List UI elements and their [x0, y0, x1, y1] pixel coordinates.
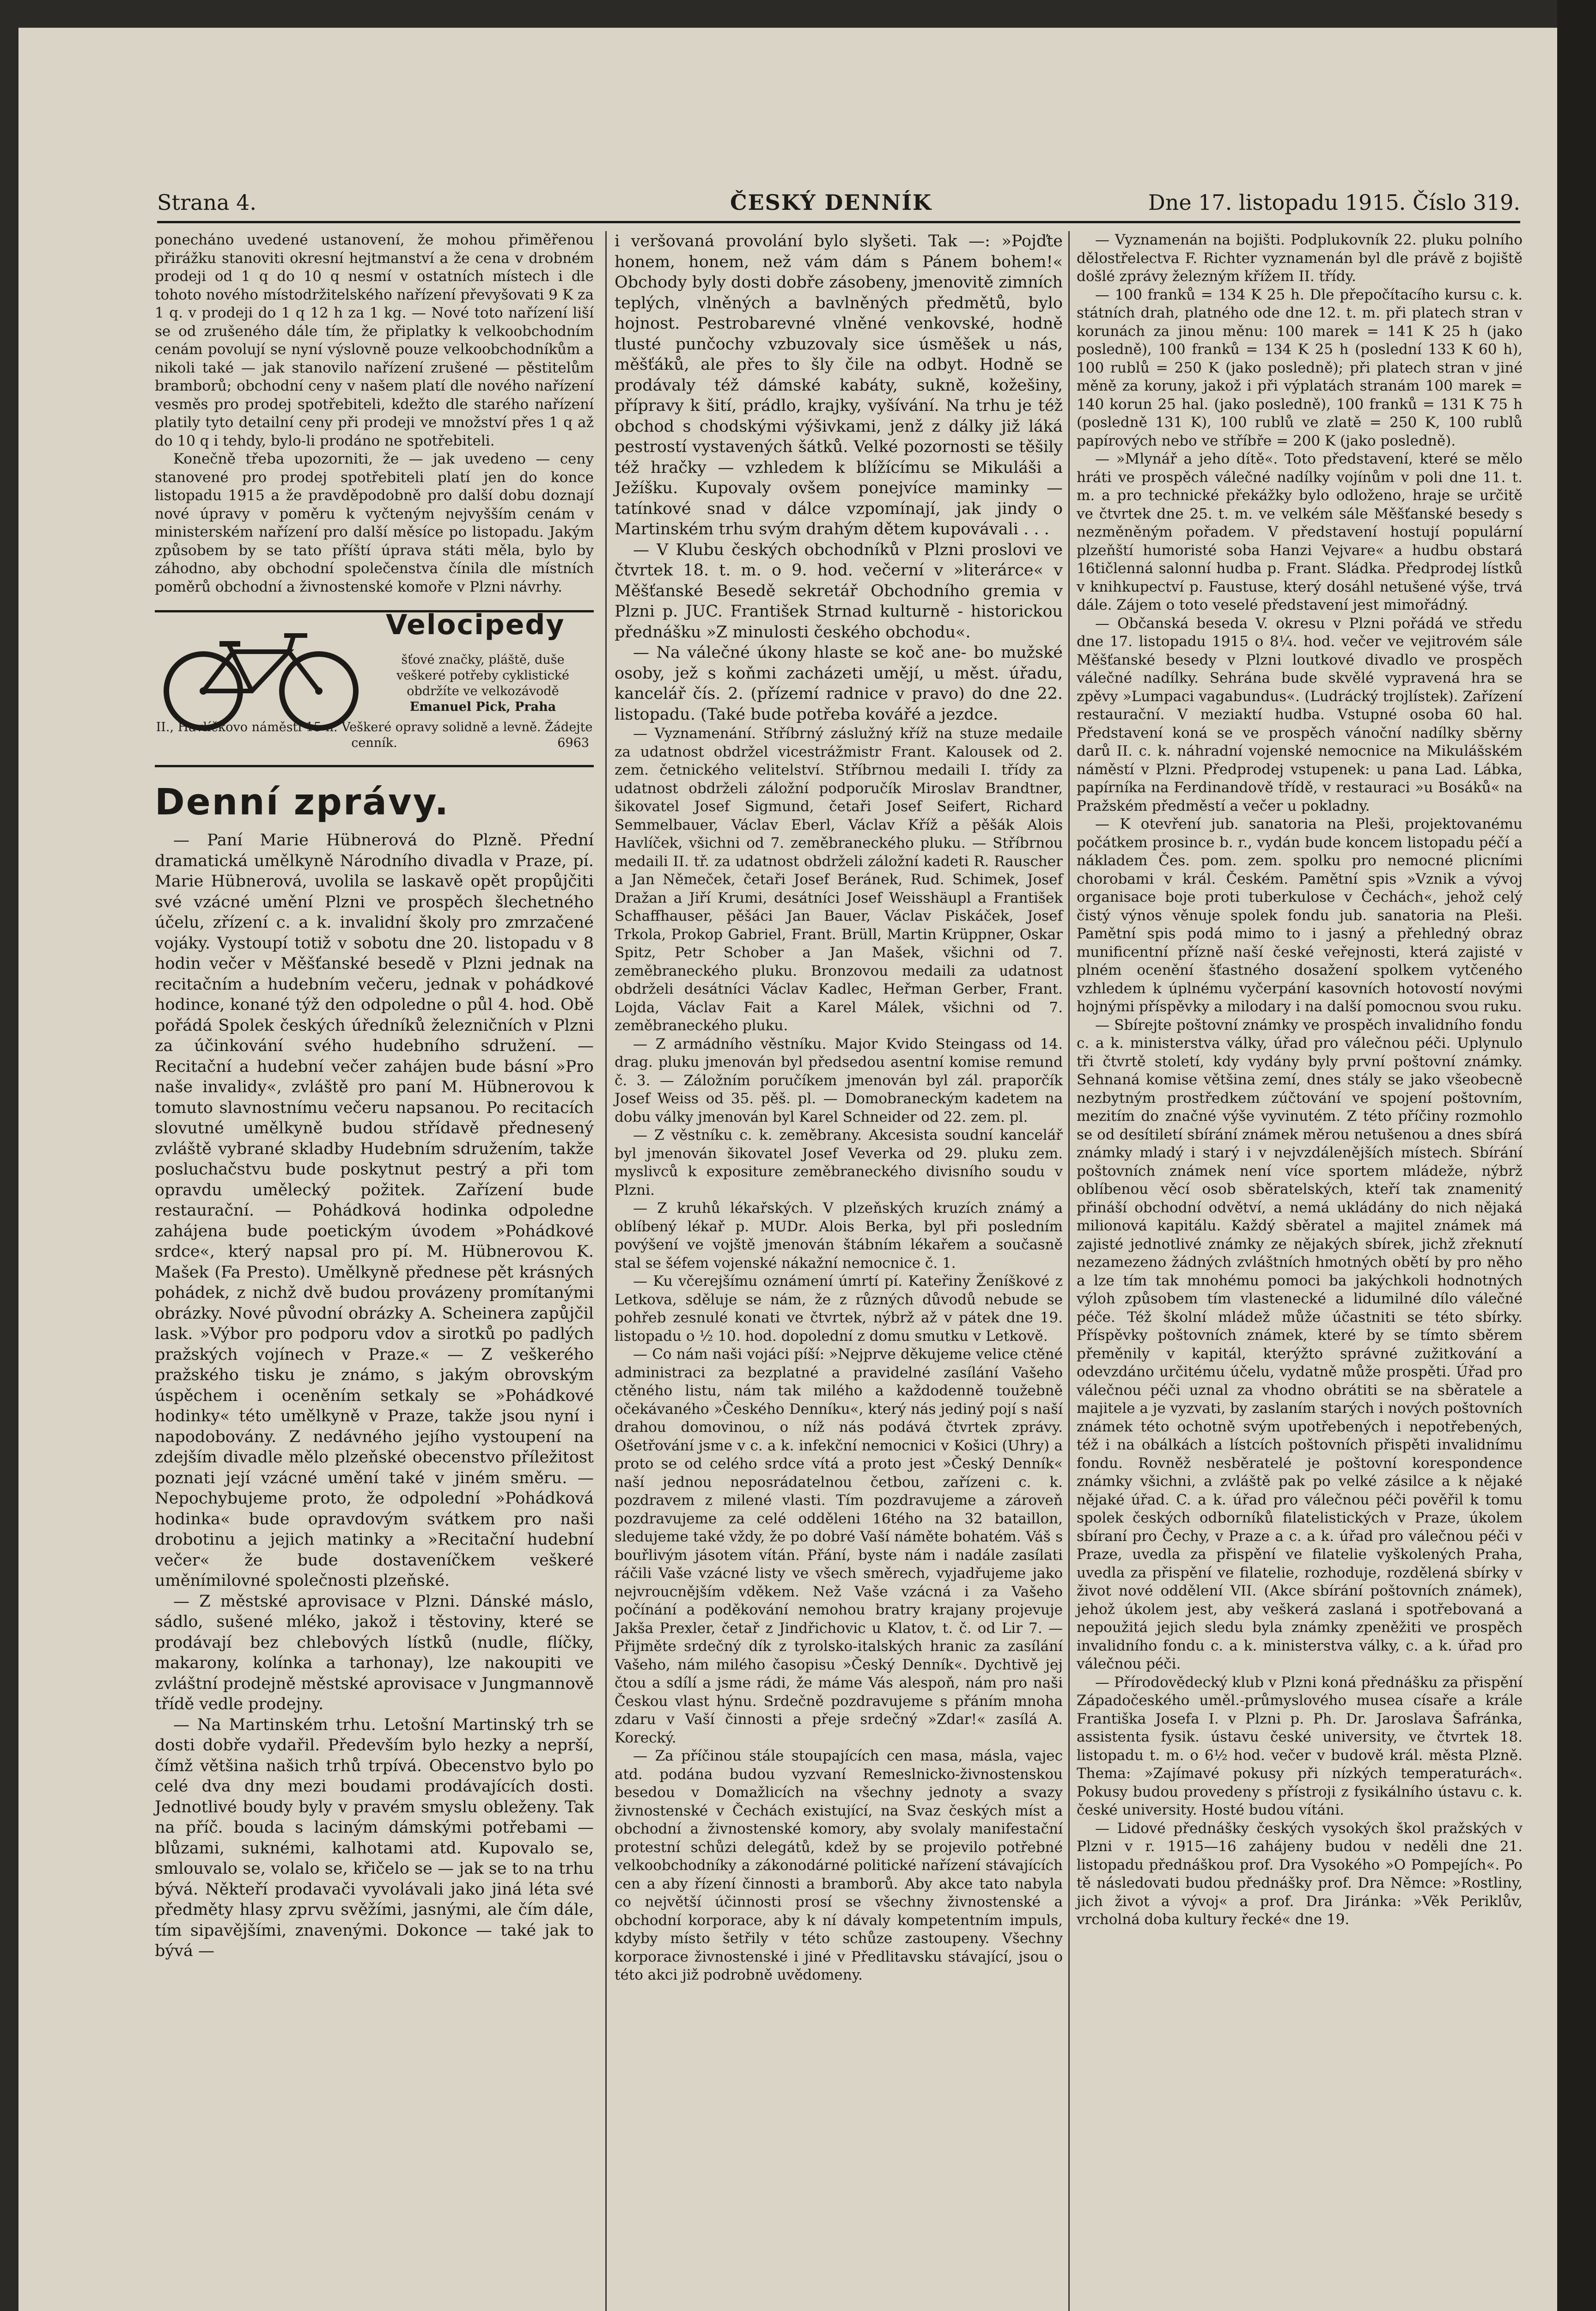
article-paragraph: — Paní Marie Hübnerová do Plzně. Přední dramatická umělkyně Národního divadla v Praze, pí. Marie Hübnerová, uvolila se laskavě opět propůjčiti své vzácné umění Plzni ve prospěch šlechetného účelu, zřízení c. a k. invalidní školy pro zmrzačené vojáky. Vystoupí totiž v sobotu dne 20. listopadu v 8 hodin večer v Měšťanské besedě v Plzni jednak na recitačním a hudebním večeru, jednak v pohádkové hodince, konané týž den odpoledne o půl 4. hod. Obě pořádá Spolek českých úředníků železničních v Plzni za účinkování svého hudebního sdružení. — Recitační a hudební večer zahájen bude básní »Pro naše invalidy«, zvláště pro paní M. Hübnerovou k tomuto slavnostnímu večeru napsanou. Po recitacích slovutné umělkyně budou střídavě přednesený zvláště vybrané skladby Hudebním sdružením, takže posluchačstvu bude poskytnut pestrý a při tom opravdu umělecký požitek. Zařízení bude restaurační. — Pohádková hodinka odpoledne zahájena bude poetickým úvodem »Pohádkové srdce«, který napsal pro pí. M. Hübnerovou K. Mašek (Fa Presto). Umělkyně přednese pět krásných pohádek, z nichž dvě budou provázeny promítanými obrázky. Nové původní obrázky A. Scheinera zapůjčil lask. »Výbor pro podporu vdov a sirotků po padlých pražských vojínech v Praze.« — Z veškerého pražského tisku je známo, s jakým obrovským úspěchem i oceněním setkaly se »Pohádkové hodinky« této umělkyně v Praze, takže jsou nyní i napodobovány. Z nedávného jejího vystoupení na zdejším divadle mělo plzeňské obecenstvo příležitost poznati její vzácné umění také v jiném směru. — Nepochybujeme proto, že odpolední »Pohádková hodinka« bude opravdovým svátkem pro naši drobotinu a jejich matinky a »Recitační hudební večer« že bude dostaveníčkem veškeré uměnímilovné společnosti plzeňské.	[155, 831, 594, 1590]
ad-description: šťové značky, pláště, duše veškeré potřeby cyklistické obdržíte ve velkozávodě	[396, 653, 570, 698]
column-divider	[1068, 231, 1070, 2311]
article-paragraph: — Na válečné úkony hlaste se koč ane- bo mužské osoby, jež s koňmi zacházeti umějí, u měst. úřadu, kancelář čís. 2. (přízemí radnice v pravo) do dne 22. listopadu. (Také bude potřeba kovářé a jezdce.	[615, 643, 1063, 724]
issue-date: Dne 17. listopadu 1915. Číslo 319.	[1148, 190, 1520, 215]
column-divider	[605, 231, 607, 2311]
column-1	[155, 231, 594, 1962]
article-paragraph: — Z věstníku c. k. zeměbrany. Akcesista soudní kancelář byl jmenován šikovatel Josef Veverka od 29. pluku zem. myslivců k expositure zeměbraneckého divisního soudu v Plzni.	[615, 1127, 1063, 1198]
article-paragraph: — »Mlynář a jeho dítě«. Toto představení, které se mělo hráti ve prospěch válečné nadílky vojínům v poli dne 11. t. m. a pro technické překážky bylo odloženo, hraje se určitě ve čtvrtek dne 25. t. m. ve velkém sále Měšťanské besedy s nezměněným pořadem. V představení hostují populární plzeňští humoristé soba Hanzi Vejvare« a hudbu obstará 16tičlenná salonní hudba p. Frant. Sládka. Předprodej lístků v knihkupectví p. Faustuse, který dosáhl netušené výše, trvá dále. Zájem o toto veselé představení jest mimořádný.	[1077, 451, 1523, 613]
column-2	[615, 231, 1063, 1985]
ad-firm: Emanuel Pick, Praha	[409, 700, 556, 714]
article-paragraph: — Vyznamenání. Stříbrný záslužný kříž na stuze medaile za udatnost obdržel vicestrážmistr Frant. Kalousek od 2. zem. četnického velitelství. Stříbrnou medaili I. třídy za udatnost obdrželi záložní podporučík Miroslav Brandtner, šikovatel Josef Sigmund, četaři Josef Seifert, Richard Semmelbauer, Václav Eberl, Václav Kříž a pěšák Alois Havlíček, všichni od 7. zeměbraneckého pluku. — Stříbrnou medaili II. tř. za udatnost obdrželi záložní kadeti R. Rauscher a Jan Němeček, četaři Josef Beránek, Rud. Schimek, Josef Dražan a Jiří Krumi, desátníci Josef Weisshäupl a František Schaffhauser, pěšáci Jan Bauer, Václav Piskáček, Josef Trkola, Prokop Gabriel, Frant. Brüll, Martin Krüppner, Oskar Spitz, Petr Schober a Jan Mašek, všichni od 7. zeměbraneckého pluku. Bronzovou medaili za udatnost obdrželi desátníci Václav Kadlec, Heřman Gerber, Frant. Lojda, Václav Fait a Karel Málek, všichni od 7. zeměbraneckého pluku.	[615, 725, 1063, 1034]
article-paragraph: ponecháno uvedené ustanovení, že mohou přiměřenou přirážku stanoviti okresní hejtmanství a že cena v drobném prodeji od 1 q do 10 q nesmí v ostatních místech i dle tohoto nového místodržitelského nařízení převyšovati 9 K za 1 q. v prodeji do 1 q 12 h za 1 kg. — Nové toto nařízení liší se od zrušeného dále tím, že připlatky k velkoobchodním cenám povolují se nyní výslovně pouze velkoobchodníkům a nikoli také — jak stanovilo nařízení zrušené — pěstitelům bramborů; obchodní ceny v našem platí dle nového nařízení vesměs pro prodej spotřebiteli, kdežto dle starého nařízení platily tyto detailní ceny při prodeji ve množství přes 1 q až do 10 q i tehdy, bylo-li prodáno ne spotřebiteli.	[155, 232, 594, 449]
bicycle-icon	[159, 626, 363, 733]
article-paragraph: — Co nám naši vojáci píší: »Nejprve děkujeme velice ctěné administraci za bezplatné a pravidelné zasílání Vašeho ctěného listu, nám tak milého a každodenně toužebně očekávaného »Českého Denníku«, který nás jediný pojí s naší drahou domovinou, o níž nás podává čtvrtek zprávy. Ošetřování jsme v c. a k. infekční nemocnici v Košici (Uhry) a proto se od celého srdce vítá a proto jest »Český Denník« naší jednou neposrádatelnou četbou, zařízeni c. k. pozdravem z milené vlasti. Tím pozdravujeme a zároveň pozdravujeme za celé odděleni 16tého na 32 bataillon, sledujeme také vždy, že po dobré Vaší náměte bohatém. Váš s bouřlivým jásotem vítán. Přání, byste nám i nadále zasílati ráčili Vaše vzácné listy ve všech směrech, vyjadřujeme jako nejvroucnějším vděkem. Než Vaše vzácná i za Vašeho počínání a poděkování nemohou bratry krajany projevuje Jakša Prexler, četař z Jindřichovic u Klatov, t. č. od Lir 7. — Přijměte srdečný dík z tyrolsko-italských hranic za zasílání Vašeho, nám milého časopisu »Český Denník«. Dychtivě jej čtou a sdílí a jsme rádi, že máme Vás alespoň, nám pro naši Českou vlast hýnu. Srdečně pozdravujeme s přáním mnoha zdaru v Vaší činnosti a přeje srdečný »Zdar!« zasílá A. Korecký.	[615, 1346, 1063, 1746]
ad-address: II., Havlíčkovo náměstí 15 n. Veškeré opravy solidně a levně. Žádejte cenník.	[156, 720, 593, 750]
article-paragraph: Konečně třeba upozorniti, že — jak uvedeno — ceny stanovené pro prodej spotřebiteli platí jen do konce listopadu 1915 a že pravděpodobně pro další dobu doznají nové úpravy v poměru k vyčteným nejvyšším cenám v ministerském nařízení pro další měsíce po listopadu. Jakým způsobem by se tato příští úprava státi měla, bylo by záhodno, aby obchodní společenstva čínila dle místních poměrů obchodní a živnostenské komoře v Plzni návrhy.	[155, 451, 594, 595]
ad-address-line	[155, 720, 594, 751]
article-paragraph: — Sbírejte poštovní známky ve prospěch invalidního fondu c. a k. ministerstva války, úřad pro válečnou péči. Uplynulo tři čtvrtě století, kdy vydány byly první poštovní známky. Sehnaná komise většina zemí, dnes stály se jako všeobecně nezbytným prostředkem zúčtování ve spojení poštovním, mezitím do značné výše vyvinutém. Z této příčiny rozmohlo se od desítiletí sbírání známek měrou netušenou a dnes sbírá známky mladý i starý i v nejvzdálenějších místech. Sbírání poštovních známek není více sportem mládeže, nýbrž oblíbenou věcí osob sběratelských, kteří tak znamenitý přináší obchodní odvětví, a nemá ukládány do nich nějaká milionová kapitálu. Každý sběratel a majitel známek má zajisté jednotlivé známky ze nějakých sbírek, jichž zřeknutí nezamezeno žádných zvláštních hmotných obětí by pro něho a lze tím tak mnohému pomoci ba jakýchkoli hodnotných výloh způsobem tím vlastenecké a lidumilné dílo válečné péče. Též školní mládež může účastniti se této sbírky. Příspěvky poštovních známek, které by se tímto sběrem přeměnily v kapitál, kterýžto správné zužitkování a odevzdáno určitému účelu, vydatně může prospěti. Úřad pro válečnou péči uznal za vhodno obrátiti se na sběratele a majitele a je vyzvati, by zaslaním starých i nových poštovních známek této ochotně svým upotřebených i nepotřebených, též i na obálkách a lístcích poštovních přispěti invalidnímu fondu. Rovněž nesběratelé je poštovní korespondence známky všichni, a zvláště pak po velké zásilce a k nějaké nějaké úřad. C. a k. úřad pro válečnou péči pověřil k tomu spolek českých odborníků filatelistických v Praze, úkolem sbíraní pro Čechy, v Praze a c. a k. úřad pro válečnou péči v Praze, uvedla za přispění ve filatelie vyškolených Praha, uvedla za přispění ve filatelie, rozhoduje, rozdělená sbírky v život nové oddělení VII. (Akce sbírání poštovních známek), jehož úkolem jest, aby veškerá zaslaná i spotřebovaná a nepoužitá jejich sledu byla známky zpeněžiti ve prospěch invalidního fondu c. a k. ministerstva války, c. a k. úřad pro válečnou péči.	[1077, 1016, 1523, 1672]
newspaper-masthead: ČESKÝ DENNÍK	[730, 190, 932, 215]
article-paragraph: — 100 franků = 134 K 25 h. Dle přepočítacího kursu c. k. státních drah, platného ode dne 12. t. m. při platech stran v korunách za jinou měnu: 100 marek = 141 K 25 h (jako posledně), 100 franků = 134 K 25 h (poslední 133 K 60 h), 100 rublů = 250 K (jako posledně); při platech stran v jiné měně za koruny, jakož i při výplatách stranám 100 marek = 140 korun 25 hal. (jako posledně), 100 franků = 131 K 75 h (posledně 131 K), 100 rublů ve zlatě = 250 K, 100 rublů papírových nebo ve stříbře = 200 K (jako posledně).	[1077, 286, 1523, 449]
news-block	[155, 830, 594, 1962]
article-paragraph: — K otevření jub. sanatoria na Pleši, projektovanému počátkem prosince b. r., vydán bude koncem listopadu péčí a nákladem Čes. pom. zem. spolku pro nemocné plicními chorobami v král. Českém. Pamětní spis »Vznik a vývoj organisace boje proti tuberkulose v Čechách«, jehož celý čistý výnos věnuje spolek fondu jub. sanatoria na Pleši. Pamětní spis podá mimo to i jasný a přehledný obraz munificentní přízně naší české veřejnosti, která zajisté v plném ocenění šťastného dosažení spolkem vytčeného vzhledem k úplnému vyčerpání kasovních hotovostí novými hojnými příspěvky a milodary i na další pomocnou svou ruku.	[1077, 816, 1523, 1015]
article-paragraph: — Za příčinou stále stoupajících cen masa, másla, vajec atd. podána budou vyzvaní Remeslnicko-živnostenskou besedou v Domažlicích na všechny jednoty a svazy živnostenské v Čechách existující, na Svaz českých míst a obchodní a živnostenské komory, aby svolaly manifestační protestní schůzi delegátů, kdež by se projevilo potřebné velkoobchodníky a zákonodárné politické nařízení stávajících cen a aby řízení činnosti a bramborů. Aby akce tato nabyla co největší účinnosti prosí se všechny živnostenské a obchodní korporace, aby k ní dávaly kompetentním impuls, kdyby místo šetřily v této schůze zastoupeny. Všechny korporace živnostenské i jiné v Předlitavsku stávající, jsou o této akci již podrobně uvědomeny.	[615, 1748, 1063, 1983]
article-paragraph: — Z městské aprovisace v Plzni. Dánské máslo, sádlo, sušené mléko, jakož i těstoviny, které se prodávají bez chlebových lístků (nudle, flíčky, makarony, kolínka a tarhonay), lze nakoupiti ve zvláštní prodejně městské aprovisace v Jungmannově třídě vedle prodejny.	[155, 1592, 594, 1713]
article-paragraph: — Vyznamenán na bojišti. Podplukovník 22. pluku polního dělostřelectva F. Richter vyznamenán byl dle právě z bojiště došlé zprávy železným křížem II. třídy.	[1077, 232, 1523, 285]
article-paragraph: — Z kruhů lékařských. V plzeňských kruzích známý a oblíbený lékař p. MUDr. Alois Berka, byl při posledním povýšení ve vojště jmenován štábním lékařem a současně stal se šéfem vojenské nákažní nemocnice č. 1.	[615, 1200, 1063, 1272]
article-paragraph: — Ku včerejšímu oznámení úmrtí pí. Kateřiny Ženíškové z Letkova, sděluje se nám, že z různých důvodů nebude se pohřeb zesnulé konati ve čtvrtek, nýbrž až v pátek dne 19. listopadu o ½ 10. hod. dopolední z domu smutku v Letkově.	[615, 1273, 1063, 1345]
article-paragraph: — Lidové přednášky českých vysokých škol pražských v Plzni v r. 1915—16 zahájeny budou v neděli dne 21. listopadu přednáškou prof. Dra Vysokého »O Pompejích«. Po tě následovati budou přednášky prof. Dra Němce: »Rostliny, jich život a vývoj« a prof. Dra Jiránka: »Věk Periklův, vrcholná doba kultury řecké« dne 19.	[1077, 1820, 1523, 1928]
column-3	[1077, 231, 1523, 1929]
ad-text	[377, 652, 589, 715]
article-paragraph: — V Klubu českých obchodníků v Plzni proslovi ve čtvrtek 18. t. m. o 9. hod. večerní v »literárce« v Měšťanské Besedě sekretář Obchodního gremia v Plzni p. JUC. František Strnad kulturně - historickou přednášku »Z minulosti českého obchodu«.	[615, 540, 1063, 642]
section-title: Denní zprávy.	[155, 782, 450, 823]
news-block	[615, 231, 1063, 725]
velocipede-advertisement	[155, 610, 594, 767]
article-paragraph: i veršovaná provolání bylo slyšeti. Tak —: »Pojďte honem, honem, než vám dám s Pánem bohem!« Obchody byly dosti dobře zásobeny, jmenovitě zimních teplých, vlněných a bavlněných předmětů, bylo hojnost. Pestrobarevné vlněné venkovské, hodně tlusté punčochy vzbuzovaly sice úsměšek u nás, měšťáků, ale přes to šly čile na odbyt. Hodně se prodávaly též dámské kabáty, sukně, kožešiny, přípravy k šití, prádlo, krajky, vyšívání. Na trhu je též obchod s chodskými výšivkami, jenž z dálky již láká pestrostí vystavených šátků. Velké pozornosti se těšily též hračky — vzhledem k blížícímu se Mikuláši a Ježíšku. Kupovaly ovšem ponejvíce maminky — tatínkové snad v dálce vzpomínají, jak jindy o Martinském trhu svým drahým dětem kupovávali . . .	[615, 232, 1063, 538]
article-paragraph: — Na Martinském trhu. Letošní Martinský trh se dosti dobře vydařil. Především bylo hezky a neprší, čímž většina našich trhů trpívá. Obecenstvo bylo po celé dva dny mezi boudami prodávajících dosti. Jednotlivé boudy byly v pravém smyslu obleženy. Tak na příč. bouda s laciným dámskými potřebami — blůzami, suknémi, kalhotami atd. Kupovalo se, smlouvalo se, volalo se, křičelo se — jak se to na trhu bývá. Někteří prodavači vyvolávali jako jiná léta své předměty hlasy zprvu svěžími, jasnými, ale čím dále, tím sipavějšími, znavenými. Dokonce — také jak to bývá —	[155, 1715, 594, 1960]
article-paragraph: — Přírodovědecký klub v Plzni koná přednášku za přispění Západočeského uměl.-průmyslového musea císaře a krále Františka Josefa I. v Plzni p. Ph. Dr. Jaroslava Šafránka, assistenta fysik. ústavu české university, ve čtvrtek 18. listopadu t. m. o 6½ hod. večer v budově král. města Plzně. Thema: »Zajímavé pokusy při nízkých temperaturách«. Pokusy budou provedeny s přístroji z fysikálního ústavu c. k. české university. Hosté budou vítáni.	[1077, 1674, 1523, 1818]
page-header	[157, 189, 1520, 223]
article-paragraph: — Občanská beseda V. okresu v Plzni pořádá ve středu dne 17. listopadu 1915 o 8¼. hod. večer ve vejitrovém sále Měšťanské besedy v Plzni loutkové divadlo ve prospěch válečné nadílky. Sehrána bude skvělé vypravená hra se zpěvy »Lumpaci vagabundus«. (Ludrácký trojlístek). Zařízení restaurační. V meziaktí hudba. Vstupné osoba 60 hal. Představení koná se ve prospěch vánoční nadílky sběrny darů II. c. k. náhradní vojenské nemocnice na Mikulášském náměstí v Plzni. Předprodej vstupenek: u pana Lad. Lábka, papírníka na Ferdinandově třídě, v restauraci »u Bosáků« na Pražském předměstí a večer u pokladny.	[1077, 615, 1523, 814]
page-number: Strana 4.	[157, 190, 256, 215]
ad-title: Velocipedy	[386, 609, 565, 641]
scan-border	[1557, 0, 1596, 2311]
ad-code: 6963	[557, 736, 589, 750]
newspaper-page	[18, 28, 1557, 2311]
article-paragraph: — Z armádního věstníku. Major Kvido Steingass od 14. drag. pluku jmenován byl předsedou asentní komise remund č. 3. — Záložním poručíkem jmenován byl zál. praporčík Josef Weiss od 35. pěš. pl. — Domobraneckým kadetem na dobu války jmenován byl Karel Schneider od 22. zem. pl.	[615, 1035, 1063, 1125]
